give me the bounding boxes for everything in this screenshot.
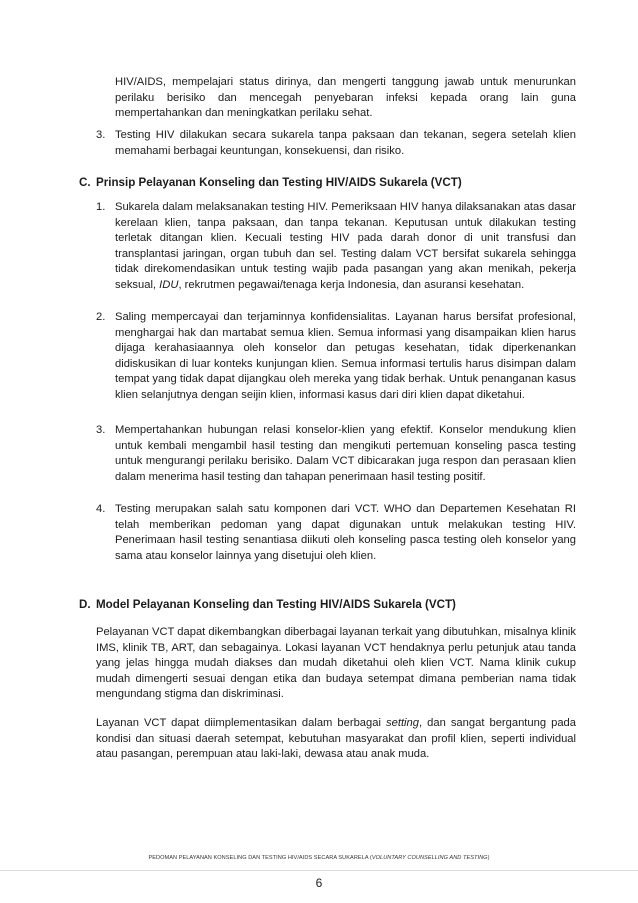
continued-paragraph: HIV/AIDS, mempelajari status dirinya, dan mengerti tanggung jawab untuk menurunkan perilaku berisiko dan mencegah penyebaran infeksi kepada orang lain guna mempertahankan dan meningkatkan perilaku sehat. xyxy=(115,76,576,120)
item-text: Saling mempercayai dan terjaminnya konfidensialitas. Layanan harus bersifat profesional, menghargai hak dan martabat semua klien. Semua informasi yang disampaikan klien harus dijaga kerahasiaannya oleh konselor dan petugas kesehatan, tidak diperkenankan didiskusikan di luar konteks kunjungan klien. Semua informasi tertulis harus disimpan dalam tempat yang tidak dapat dijangkau oleh mereka yang tidak berhak. Untuk penanganan kasus klien selanjutnya dengan seijin klien, informasi kasus dari diri klien dapat diketahui. xyxy=(115,311,576,401)
section-title: Prinsip Pelayanan Konseling dan Testing HIV/AIDS Sukarela (VCT) xyxy=(96,176,462,189)
item-number: 2. xyxy=(96,311,106,323)
page-number: 6 xyxy=(315,876,323,890)
page-footer: PEDOMAN PELAYANAN KONSELING DAN TESTING HIV/AIDS SECARA SUKARELA (VOLUNTARY COUNSELLING AND TESTING) xyxy=(148,855,490,861)
section-letter: D. xyxy=(79,598,91,611)
list-item xyxy=(96,128,576,159)
item-number: 3. xyxy=(96,129,106,141)
section-d-heading xyxy=(79,597,579,612)
item-text: Sukarela dalam melaksanakan testing HIV. Pemeriksaan HIV hanya dilaksanakan atas dasar kerelaan klien, tanpa paksaan, dan tanpa tekanan. Keputusan untuk dilakukan testing terletak ditangan klien. Kecuali testing HIV pada darah donor di unit transfusi dan transplantasi jaringan, organ tubuh dan sel. Testing dalam VCT bersifat sukarela sehingga tidak direkomendasikan untuk testing wajib pada pasangan yang akan menikah, pekerja seksual, IDU, rekrutmen pegawai/tenaga kerja Indonesia, dan asuransi kesehatan. xyxy=(115,201,576,291)
list-item xyxy=(96,423,576,485)
list-item xyxy=(96,310,576,404)
item-text: Testing HIV dilakukan secara sukarela tanpa paksaan dan tekanan, segera setelah klien memahami berbagai keuntungan, konsekuensi, dan risiko. xyxy=(115,129,576,157)
section-letter: C. xyxy=(79,176,91,189)
paragraph: Layanan VCT dapat diimplementasikan dalam berbagai setting, dan sangat bergantung pada kondisi dan situasi daerah setempat, kebutuhan masyarakat dan profil klien, seperti individual atau pasangan, perempuan atau laki-laki, dewasa atau anak muda. xyxy=(96,717,577,761)
footer-divider xyxy=(0,870,638,871)
section-title: Model Pelayanan Konseling dan Testing HIV/AIDS Sukarela (VCT) xyxy=(96,598,456,611)
item-number: 4. xyxy=(96,503,106,515)
list-item xyxy=(96,200,576,294)
item-number: 3. xyxy=(96,424,106,436)
section-c-heading xyxy=(79,175,579,190)
item-text: Testing merupakan salah satu komponen dari VCT. WHO dan Departemen Kesehatan RI telah memberikan pedoman yang dapat digunakan untuk melakukan testing HIV. Penerimaan hasil testing senantiasa diikuti oleh konseling pasca testing oleh konselor yang sama atau konselor lainnya yang disetujui oleh klien. xyxy=(115,503,576,562)
item-number: 1. xyxy=(96,201,106,213)
paragraph: Pelayanan VCT dapat dikembangkan diberbagai layanan terkait yang dibutuhkan, misalnya klinik IMS, klinik TB, ART, dan sebagainya. Lokasi layanan VCT hendaknya perlu petunjuk atau tanda yang jelas hingga mudah diakses dan mudah diketahui oleh klien VCT. Nama klinik cukup mudah dimengerti sesuai dengan etika dan budaya setempat dimana pemberian nama tidak mengundang stigma dan diskriminasi. xyxy=(96,626,576,701)
list-item xyxy=(96,502,576,564)
item-text: Mempertahankan hubungan relasi konselor-klien yang efektif. Konselor mendukung klien untuk kembali mengambil hasil testing dan mengikuti pertemuan konseling pasca testing untuk mengurangi perilaku berisiko. Dalam VCT dibicarakan juga respon dan perasaan klien dalam menerima hasil testing dan tahapan penerimaan hasil testing positif. xyxy=(115,424,576,483)
